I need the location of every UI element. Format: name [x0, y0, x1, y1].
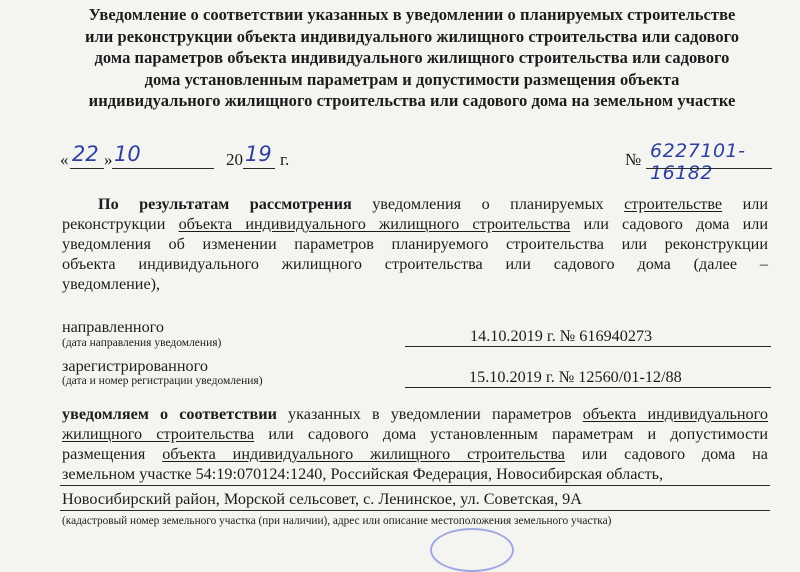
date-month: 10: [114, 142, 141, 166]
results-underlined: строительстве: [624, 195, 723, 213]
number-label: №: [625, 150, 642, 169]
results-lead: По результатам рассмотрения: [98, 195, 352, 213]
notify-text: указанных в уведомлении параметров: [288, 405, 572, 423]
date-year-line: [243, 168, 275, 169]
stamp-edge: [430, 528, 514, 572]
sent-line: [405, 346, 771, 347]
notify-underlined: объекта индивидуального: [582, 405, 768, 423]
notify-hint: (кадастровый номер земельного участка (при наличии), адрес или описание местоположения земельного участка): [62, 515, 612, 527]
notify-line-4-rule: [60, 485, 770, 486]
notify-line-4: земельном участке 54:19:070124:1240, Российская Федерация, Новосибирская область,: [62, 465, 664, 483]
notify-line-1: [62, 405, 768, 425]
sent-label: направленного: [62, 318, 165, 336]
results-line-5: уведомление),: [62, 275, 161, 293]
date-year-prefix: 20: [226, 150, 243, 169]
results-text: реконструкции: [62, 215, 166, 233]
date-close-quote: »: [104, 150, 113, 169]
date-open-quote: «: [60, 150, 69, 169]
sent-hint: (дата направления уведомления): [62, 337, 222, 349]
registered-value: 15.10.2019 г. № 12560/01-12/88: [469, 368, 682, 386]
notify-lead: уведомляем о соответствии: [62, 405, 277, 423]
date-year-suffix: 19: [245, 142, 272, 166]
notify-line-2: [62, 425, 768, 445]
date-month-line: [112, 168, 214, 169]
sent-value: 14.10.2019 г. № 616940273: [470, 327, 653, 345]
document-title: Уведомление о соответствии указанных в уведомлении о планируемых строительстве или реконструкции объекта индивидуального жилищного строительства или садового дома параметров объекта индивидуального жилищного строительства или садового дома установленным параметрам и допустимости размещения объекта индивидуального жилищного строительства или садового дома на земельном участке: [84, 5, 740, 110]
results-text: уведомления о планируемых: [372, 195, 604, 213]
notify-line-3: [62, 445, 768, 465]
registered-line: [405, 387, 771, 388]
notify-line-5: Новосибирский район, Морской сельсовет, с. Ленинское, ул. Советская, 9А: [62, 490, 582, 508]
notify-underlined: жилищного строительства: [62, 425, 255, 443]
number-value: 6227101-16182: [650, 140, 746, 184]
number-line: [646, 168, 772, 169]
date-year-unit: г.: [280, 150, 290, 169]
results-text: или: [742, 195, 768, 213]
notify-line-5-rule: [60, 510, 770, 511]
registered-label: зарегистрированного: [62, 357, 208, 375]
results-line-4: объекта индивидуального жилищного строительства или садового дома (далее –: [62, 255, 768, 273]
registered-hint: (дата и номер регистрации уведомления): [62, 375, 263, 387]
results-underlined: объекта индивидуального жилищного строительства: [178, 215, 571, 233]
notify-text: или садового дома установленным параметрам и допустимости: [268, 425, 768, 443]
notify-text: размещения: [62, 445, 146, 463]
results-line-3: уведомления об изменении параметров планируемого строительства или реконструкции: [62, 235, 768, 253]
notify-underlined: объекта индивидуального жилищного строительства: [162, 445, 565, 463]
notify-text: или садового дома на: [581, 445, 768, 463]
results-line-2: [62, 215, 768, 235]
date-day-line: [70, 168, 104, 169]
results-text: или садового дома или: [583, 215, 769, 233]
date-day: 22: [72, 142, 99, 166]
results-line-1: [62, 195, 768, 215]
